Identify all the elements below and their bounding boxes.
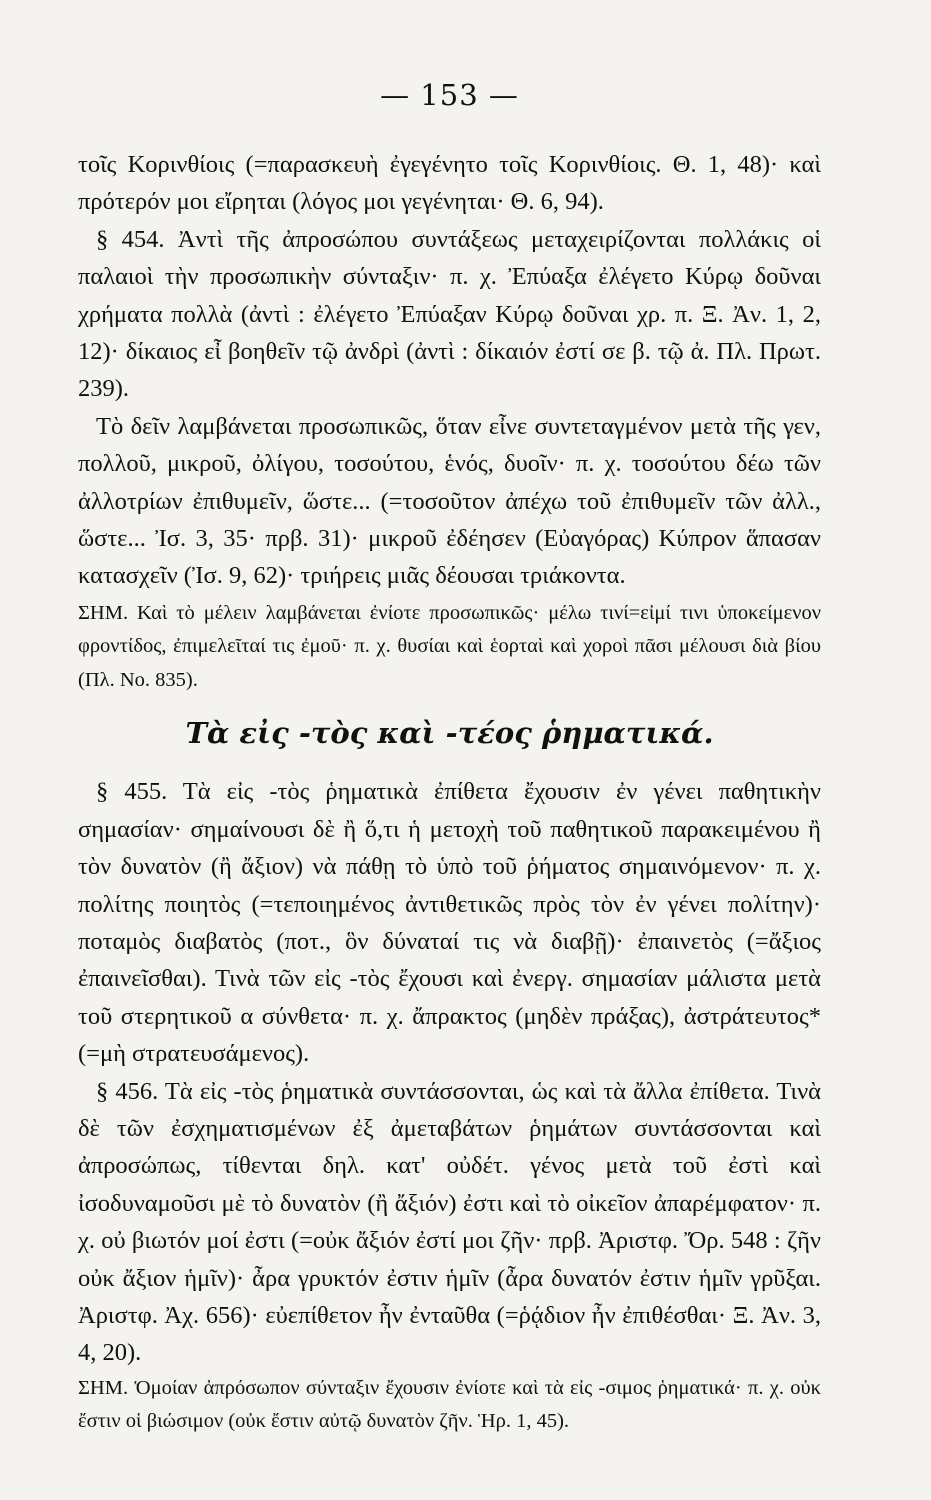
paragraph-continuation: τοῖς Κορινθίοις (=παρασκευὴ ἐγεγένητο τοῖς Κορινθίοις. Θ. 1, 48)· καὶ πρότερόν μοι εἴρηται (λόγος μοι γεγένηται· Θ. 6, 94).	[78, 151, 821, 216]
section-heading: Τὰ εἰς -τὸς καὶ -τέος ῥηματικά.	[185, 716, 714, 751]
note-simos: ΣΗΜ. Ὁμοίαν ἀπρόσωπον σύνταξιν ἔχουσιν ἐνίοτε καὶ τὰ εἰς -σιμος ῥηματικά· π. χ. οὐκ ἔστιν οἱ βιώσιμον (οὐκ ἔστιν αὐτῷ δυνατὸν ζῆν. Ἡρ. 1, 45).	[78, 1376, 821, 1433]
paragraph-dein: Τὸ δεῖν λαμβάνεται προσωπικῶς, ὅταν εἶνε συντεταγμένον μετὰ τῆς γεν, πολλοῦ, μικροῦ, ὀλίγου, τοσούτου, ἑνός, δυοῖν· π. χ. τοσούτου δέω τῶν ἀλλοτρίων ἐπιθυμεῖν, ὥστε... (=τοσοῦτον ἀπέχω τοῦ ἐπιθυμεῖν τῶν ἀλλ., ὥστε... Ἰσ. 3, 35· πρβ. 31)· μικροῦ ἐδέησεν (Εὐαγόρας) Κύπρον ἅπασαν κατασχεῖν (Ἰσ. 9, 62)· τριήρεις μιᾶς δέουσαι τριάκοντα.	[78, 412, 821, 590]
paragraph-455: § 455. Τὰ εἰς -τὸς ῥηματικὰ ἐπίθετα ἔχουσιν ἐν γένει παθητικὴν σημασίαν· σημαίνουσι δὲ ἢ ὅ,τι ἡ μετοχὴ τοῦ παθητικοῦ παρακειμένου ἢ τὸν δυνατὸν (ἢ ἄξιον) νὰ πάθῃ τὸ ὑπὸ τοῦ ῥήματος σημαινόμενον· π. χ. πολίτης ποιητὸς (=τεποιημένος ἀντιθετικῶς πρὸς τὸν ἐν γένει πολίτην)· ποταμὸς διαβατὸς (ποτ., ὃν δύναταί τις νὰ διαβῇ)· ἐπαινετὸς (=ἄξιος ἐπαινεῖσθαι). Τινὰ τῶν εἰς -τὸς ἔχουσι καὶ ἐνεργ. σημασίαν μάλιστα μετὰ τοῦ στερητικοῦ α σύνθετα· π. χ. ἄπρακτος (μηδὲν πράξας), ἀστράτευτος* (=μὴ στρατευσάμενος).	[78, 778, 821, 1068]
note-melein: ΣΗΜ. Καὶ τὸ μέλειν λαμβάνεται ἐνίοτε προσωπικῶς· μέλω τινί=εἰμί τινι ὑποκείμενον φροντίδος, ἐπιμελεῖταί τις ἐμοῦ· π. χ. θυσίαι καὶ ἑορταὶ καὶ χοροὶ πᾶσι μέλουσι διὰ βίου (Πλ. Νο. 835).	[78, 601, 821, 691]
page-number: — 153 —	[380, 78, 519, 112]
paragraph-456: § 456. Τὰ εἰς -τὸς ῥηματικὰ συντάσσονται, ὡς καὶ τὰ ἄλλα ἐπίθετα. Τινὰ δὲ τῶν ἐσχηματισμένων ἐξ ἀμεταβάτων ῥημάτων συντάσσονται καὶ ἀπροσώπως, τίθενται δηλ. κατ' οὐδέτ. γένος μετὰ τοῦ ἐστὶ καὶ ἰσοδυναμοῦσι μὲ τὸ δυνατὸν (ἢ ἄξιόν) ἐστι καὶ τὸ οἰκεῖον ἀπαρέμφατον· π. χ. οὐ βιωτόν μοί ἐστι (=οὐκ ἄξιόν ἐστί μοι ζῆν· πρβ. Ἀριστφ. Ὄρ. 548 : ζῆν οὐκ ἄξιον ἡμῖν)· ἆρα γρυκτόν ἐστιν ἡμῖν (ἆρα δυνατόν ἐστιν ἡμῖν γρῦξαι. Ἀριστφ. Ἀχ. 656)· εὐεπίθετον ἦν ἐνταῦθα (=ῥᾴδιον ἦν ἐπιθέσθαι· Ξ. Ἀν. 3, 4, 20).	[78, 1077, 821, 1367]
paragraph-454: § 454. Ἀντὶ τῆς ἀπροσώπου συντάξεως μεταχειρίζονται πολλάκις οἱ παλαιοὶ τὴν προσωπικὴν σύνταξιν· π. χ. Ἐπύαξα ἐλέγετο Κύρῳ δοῦναι χρήματα πολλὰ (ἀντὶ : ἐλέγετο Ἐπύαξαν Κύρῳ δοῦναι χρ. π. Ξ. Ἀν. 1, 2, 12)· δίκαιος εἶ βοηθεῖν τῷ ἀνδρὶ (ἀντὶ : δίκαιόν ἐστί σε β. τῷ ἀ. Πλ. Πρωτ. 239).	[78, 225, 821, 403]
